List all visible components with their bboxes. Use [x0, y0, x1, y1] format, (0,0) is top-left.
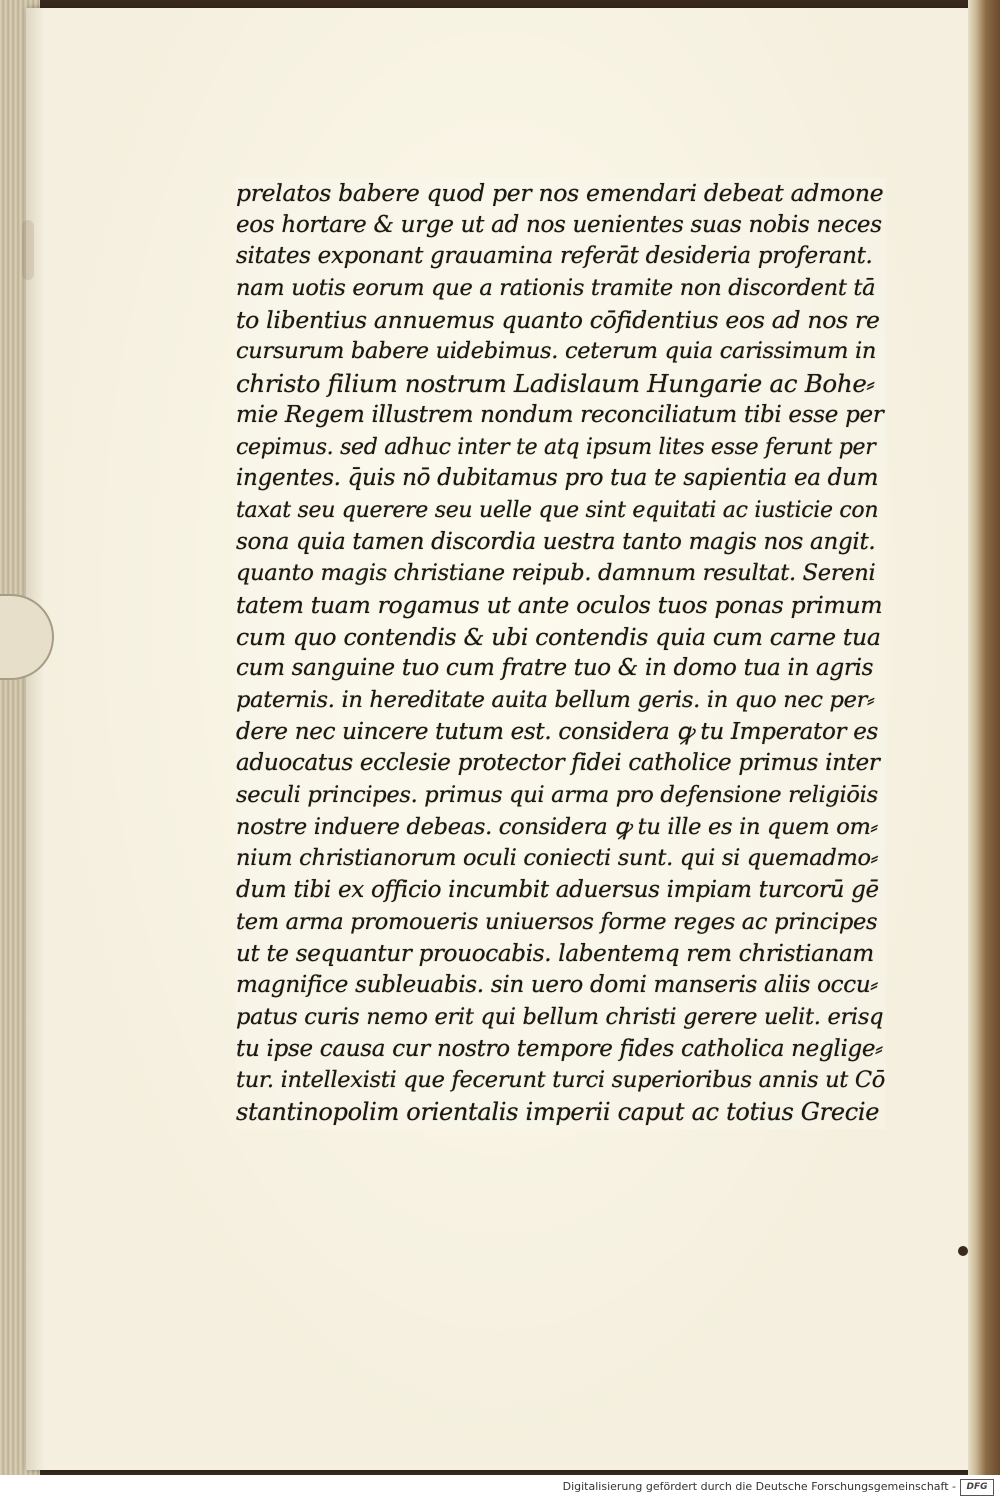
text-line: tu ipse causa cur nostro tempore fides catholica neglige⸗: [236, 1035, 883, 1062]
text-line: christo filium nostrum Ladislaum Hungarie ac Bohe⸗: [236, 369, 875, 399]
text-line: taxat seu querere seu uelle que sint equitati ac iusticie con: [236, 497, 879, 523]
text-line: aduocatus ecclesie protector fidei catholice primus inter: [236, 750, 880, 777]
text-line: stantinopolim orientalis imperii caput ac totius Grecie: [236, 1097, 880, 1126]
text-block: [236, 178, 886, 1129]
text-line: ut te sequantur prouocabis. labentemq rem christianam: [236, 940, 874, 967]
text-line: dere nec uincere tutum est. considera ꝙ tu Imperator es: [236, 718, 879, 745]
text-line: eos hortare & urge ut ad nos uenientes suas nobis neces: [236, 211, 882, 238]
text-line: tem arma promoueris uniuersos forme reges ac principes: [236, 908, 878, 935]
text-line: cum sanguine tuo cum fratre tuo & in domo tua in agris: [236, 655, 874, 682]
text-line: sitates exponant grauamina referāt desideria proferant.: [236, 243, 873, 270]
text-line: cepimus. sed adhuc inter te atq ipsum lites esse ferunt per: [236, 434, 876, 460]
text-line: cursurum babere uidebimus. ceterum quia carissimum in: [236, 338, 877, 365]
text-line: tur. intellexisti que fecerunt turci superioribus annis ut Cō: [236, 1067, 886, 1094]
text-line: cum quo contendis & ubi contendis quia cum carne tua: [236, 622, 881, 651]
funding-credit: Digitalisierung gefördert durch die Deutsche Forschungsgemeinschaft -: [562, 1480, 956, 1493]
footer-bar: [0, 1475, 1000, 1499]
text-line: ingentes. q̄uis nō dubitamus pro tua te sapientia ea dum: [236, 465, 879, 492]
text-line: magnifice subleuabis. sin uero domi manseris aliis occu⸗: [236, 972, 878, 999]
text-line: tatem tuam rogamus ut ante oculos tuos ponas primum: [236, 590, 883, 619]
text-line: seculi principes. primus qui arma pro defensione religiōis: [236, 782, 878, 809]
paper-stain: [22, 220, 34, 280]
text-line: mie Regem illustrem nondum reconciliatum tibi esse per: [236, 401, 884, 428]
text-line: quanto magis christiane reipub. damnum resultat. Sereni: [236, 560, 876, 587]
text-line: nostre induere debeas. considera ꝙ tu ille es in quem om⸗: [236, 813, 878, 840]
dfg-logo-icon: DFG: [960, 1479, 994, 1496]
text-line: paternis. in hereditate auita bellum geris. in quo nec per⸗: [236, 687, 875, 713]
text-line: patus curis nemo erit qui bellum christi gerere uelit. erisq: [236, 1003, 884, 1030]
binding-gutter: [968, 0, 1000, 1475]
text-line: dum tibi ex officio incumbit aduersus impiam turcorū gē: [236, 877, 879, 904]
margin-mark: [958, 1246, 968, 1256]
text-line: nium christianorum oculi coniecti sunt. qui si quemadmo⸗: [236, 845, 878, 872]
text-line: sona quia tamen discordia uestra tanto magis nos angit.: [236, 528, 876, 555]
text-line: nam uotis eorum que a rationis tramite non discordent tā: [236, 275, 876, 302]
text-line: to libentius annuemus quanto cōfidentius eos ad nos re: [236, 305, 880, 334]
text-line: prelatos babere quod per nos emendari debeat admone: [236, 179, 884, 207]
